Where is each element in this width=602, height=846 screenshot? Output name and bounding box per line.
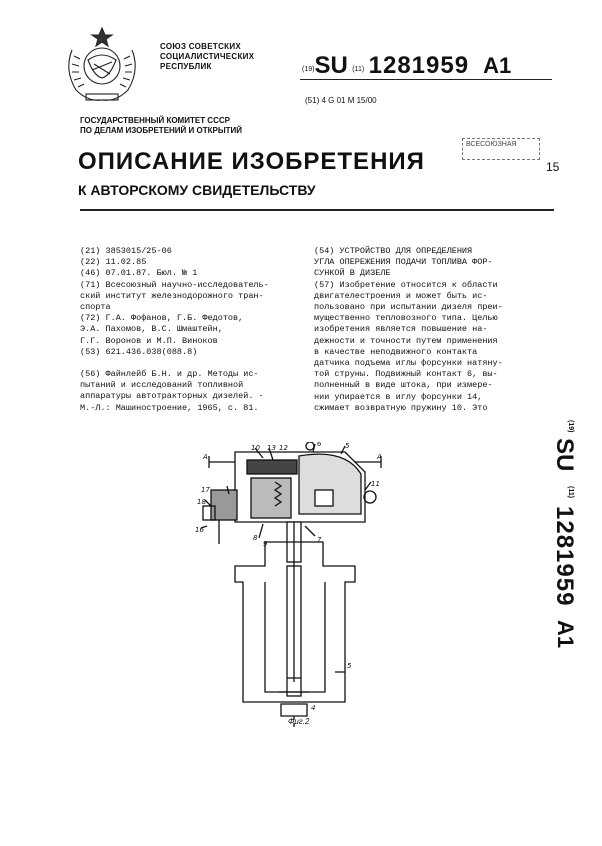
abstract-line: изобретения является повышение на- <box>314 324 488 335</box>
side-code-11: (11) <box>567 486 574 499</box>
inid-code-19: (19) <box>302 66 315 73</box>
ipc-class: (51) 4 G 01 M 15/00 <box>305 96 377 105</box>
figure-label: 5 <box>345 442 350 450</box>
page-title: ОПИСАНИЕ ИЗОБРЕТЕНИЯ <box>78 148 425 175</box>
biblio-line: (56) Файнлейб Б.Н. и др. Методы ис- <box>80 369 259 380</box>
page-mark: 15 <box>546 160 560 174</box>
biblio-line: (21) 3853015/25-06 <box>80 246 172 256</box>
country-code: SU <box>314 52 348 79</box>
org-line-2: СОЦИАЛИСТИЧЕСКИХ <box>160 52 255 61</box>
abstract-line: нии упирается в иглу форсунки 14, <box>314 391 483 402</box>
abstract-line: двигателестроения и может быть ис- <box>314 290 488 301</box>
biblio-line: аппаратуры автотракторных дизелей. - <box>80 391 264 402</box>
figure-label: 8 <box>253 534 258 542</box>
biblio-line: (22) 11.02.85 <box>80 257 147 268</box>
figure-label: 5 <box>347 662 352 670</box>
side-patent-number <box>538 420 586 690</box>
bibliographic-data <box>80 246 302 414</box>
biblio-line: (71) Всесоюзный научно-исследователь- <box>80 279 269 290</box>
figure-label: 13 <box>267 444 276 452</box>
abstract-line: СУНКОЙ В ДИЗЕЛЕ <box>314 268 391 279</box>
side-number: 1281959 <box>551 506 578 607</box>
org-line-3: РЕСПУБЛИК <box>160 62 212 71</box>
biblio-line: спорта <box>80 302 111 313</box>
biblio-line: пытаний и исследований топливной <box>80 380 244 391</box>
figure-label: A <box>203 453 208 461</box>
committee-name <box>80 116 242 136</box>
biblio-line: (53) 621.436.038(088.8) <box>80 346 198 357</box>
figure-label: 18 <box>197 498 206 506</box>
biblio-line: Г.Г. Воронов и М.П. Виноков <box>80 335 218 346</box>
figure-label: 16 <box>195 526 204 534</box>
number-underline <box>300 79 552 80</box>
abstract-line: датчика подъема иглы форсунки натяну- <box>314 358 503 369</box>
figure-label: 7 <box>317 536 322 544</box>
patent-number-line <box>302 52 511 82</box>
abstract-line: дежности и точности путем применения <box>314 335 498 346</box>
side-code-19: (19) <box>567 420 574 433</box>
figure-label: 10 <box>251 444 260 452</box>
side-country: SU <box>551 438 578 472</box>
figure-label: 9 <box>263 540 268 548</box>
biblio-line: (46) 07.01.87. Бюл. № 1 <box>80 268 198 279</box>
abstract-line: (54) УСТРОЙСТВО ДЛЯ ОПРЕДЕЛЕНИЯ <box>314 246 473 256</box>
figure-label: 11 <box>371 480 380 488</box>
figure-label: 17 <box>201 486 210 494</box>
title-rule <box>80 209 554 211</box>
biblio-line: (72) Г.А. Фофанов, Г.Б. Федотов, <box>80 313 244 324</box>
biblio-line: М.-Л.: Машиностроение, 1965, с. 81. <box>80 402 259 413</box>
figure-label: 12 <box>279 444 288 452</box>
abstract-line: пользовано при испытании дизеля преи- <box>314 302 503 313</box>
library-stamp: ВСЕСОЮЗНАЯ <box>462 138 540 160</box>
state-emblem-icon <box>58 20 146 106</box>
biblio-spacer <box>80 358 302 369</box>
figure-label: 6 <box>317 442 322 448</box>
abstract-line: той струны. Подвижный контакт 6, вы- <box>314 369 498 380</box>
page-subtitle: К АВТОРСКОМУ СВИДЕТЕЛЬСТВУ <box>78 182 316 198</box>
technical-drawing <box>195 442 395 732</box>
abstract-line: УГЛА ОПЕРЕЖЕНИЯ ПОДАЧИ ТОПЛИВА ФОР- <box>314 257 493 268</box>
biblio-line: ский институт железнодорожного тран- <box>80 290 264 301</box>
committee-line-1: ГОСУДАРСТВЕННЫЙ КОМИТЕТ СССР <box>80 116 230 125</box>
abstract-line: (57) Изобретение относится к области <box>314 279 498 290</box>
figure-caption: Фиг.2 <box>288 717 310 726</box>
abstract-text <box>314 246 554 414</box>
abstract-line: в качестве неподвижного контакта <box>314 346 478 357</box>
patent-number: 1281959 <box>368 52 470 79</box>
figure-label: 4 <box>311 704 316 712</box>
abstract-line: полненный в виде штока, при измере- <box>314 380 493 391</box>
abstract-line: мущественно тепловозного типа. Целью <box>314 313 498 324</box>
kind-code: A1 <box>483 53 512 78</box>
abstract-line: сжимает возвратную пружину 10. Это <box>314 402 488 413</box>
biblio-line: Э.А. Пахомов, В.С. Шмаштейн, <box>80 324 223 335</box>
committee-line-2: ПО ДЕЛАМ ИЗОБРЕТЕНИЙ И ОТКРЫТИЙ <box>80 126 243 135</box>
side-kind: A1 <box>553 620 578 649</box>
inid-code-11: (11) <box>352 66 365 73</box>
figure-label: A <box>377 453 382 461</box>
org-line-1: СОЮЗ СОВЕТСКИХ <box>160 42 242 51</box>
state-org-name <box>160 42 254 72</box>
